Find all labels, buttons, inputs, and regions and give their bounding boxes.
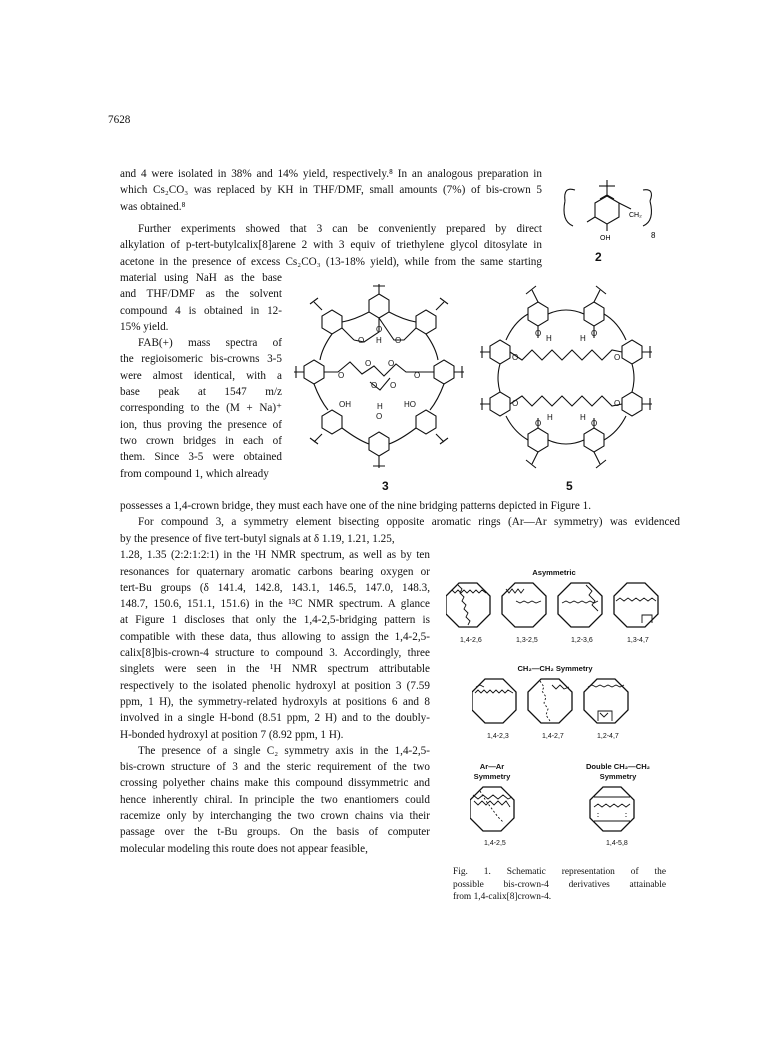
ch2-label: CH₂ — [629, 212, 642, 219]
oxygen-label: O — [388, 359, 395, 368]
text-line: FAB(+) mass spectra of — [138, 337, 282, 350]
text-line: involved in a single H-bond (8.51 ppm, 2 H) and to the doubly- — [120, 712, 430, 725]
text-line: acetone in the presence of excess Cs₂CO₃ (13-18% yield), while from the same starting — [120, 255, 542, 268]
text-line: bis-crown structure of 3 and the steric requirement of the two — [120, 761, 430, 774]
page-number: 7628 — [108, 114, 131, 126]
oxygen-label: O — [376, 412, 383, 421]
asym-label-4: 1,3-4,7 — [627, 637, 649, 644]
text-line: and THF/DMF as the solvent — [120, 288, 282, 301]
oxygen-label: O — [614, 353, 621, 362]
text-line: material using NaH as the base — [120, 272, 282, 284]
ch2-label-3: 1,2-4,7 — [597, 733, 619, 740]
oxygen-label: O — [614, 399, 621, 408]
double-title-line1: Double CH₂—CH₂ — [585, 762, 651, 771]
text-line: two crown bridges in each of — [120, 434, 282, 447]
oxygen-label: O — [365, 359, 372, 368]
text-line: For compound 3, a symmetry element bisecting opposite aromatic rings (Ar—Ar symmetry) was evidenced — [138, 516, 680, 529]
subscript-n: 8 — [651, 231, 656, 240]
caption-line: Fig. 1. Schematic representation of the — [453, 867, 666, 877]
ch2-label-2: 1,4-2,7 — [542, 733, 564, 740]
oxygen-label: O — [535, 329, 542, 338]
oxygen-label: O — [535, 419, 542, 428]
structure-3 — [292, 282, 467, 477]
asym-label-1: 1,4-2,6 — [460, 637, 482, 644]
text-line: tert-Bu groups (δ 141.4, 142.8, 143.1, 146.5, 147.0, 148.3, — [120, 581, 430, 594]
text-line: hence inherently chiral. In principle the two enantiomers could — [120, 793, 430, 806]
text-line: crossing polyether chains make this compound dissymmetric and — [120, 777, 430, 790]
asymmetric-title: Asymmetric — [532, 568, 576, 577]
oh-label: OH — [600, 235, 611, 242]
double-ch2-symmetry-title — [566, 762, 670, 782]
text-line: compound 4 is obtained in 12- — [120, 304, 282, 317]
text-line: singlets were seen in the ¹H NMR spectrum attributable — [120, 663, 430, 676]
text-line: the regioisomeric bis-crowns 3-5 — [120, 353, 282, 366]
oxygen-label: O — [390, 381, 397, 390]
hydrogen-label: H — [547, 413, 553, 422]
text-line: 15% yield. — [120, 320, 169, 333]
text-line: 148.7, 150.6, 151.1, 151.6) in the ¹³C NMR spectrum. A glance — [120, 598, 430, 611]
ch2-symmetry-diagrams — [472, 677, 642, 731]
text-line: passage over the t-Bu groups. On the basis of computer — [120, 826, 430, 839]
asym-label-2: 1,3-2,5 — [516, 637, 538, 644]
hydrogen-label: H — [580, 413, 586, 422]
text-line: calix[8]bis-crown-4 structure to compound 3. Accordingly, three — [120, 647, 430, 660]
text-line: base peak at 1547 m/z — [120, 386, 282, 399]
hydrogen-label: H — [376, 336, 382, 345]
oxygen-label: O — [512, 353, 519, 362]
compound-5-label: 5 — [566, 479, 573, 493]
arar-title-line2: Symmetry — [473, 772, 511, 781]
arar-symmetry-title — [456, 762, 528, 782]
oxygen-label: O — [376, 325, 383, 334]
text-line: respectively to the isolated phenolic hydroxyl at position 3 (7.59 — [120, 679, 430, 692]
hydrogen-label: H — [377, 402, 383, 411]
oxygen-label: O — [591, 419, 598, 428]
text-line: possesses a 1,4-crown bridge, they must each have one of the nine bridging patterns depicted in Figure 1. — [120, 500, 591, 512]
caption-line: possible bis-crown-4 derivatives attainable — [453, 879, 666, 890]
text-line: was obtained.⁸ — [120, 200, 186, 213]
text-line: H-bonded hydroxyl at position 7 (8.92 ppm, 1 H). — [120, 728, 344, 741]
ch2-label-1: 1,4-2,3 — [487, 733, 509, 740]
asymmetric-diagrams — [446, 581, 668, 635]
text-line: and 4 were isolated in 38% and 14% yield, respectively.⁸ In an analogous preparation in — [120, 168, 542, 180]
text-line: were almost identical, with a — [120, 369, 282, 382]
structure-5 — [476, 282, 666, 477]
arar-label: 1,4-2,5 — [484, 840, 506, 847]
oxygen-label: O — [395, 336, 402, 345]
hydrogen-label: H — [580, 334, 586, 343]
oxygen-label: O — [591, 329, 598, 338]
text-line: ion, thus proving the presence of — [120, 418, 282, 431]
paragraph-3-end — [120, 498, 680, 531]
paragraph-4 — [120, 531, 430, 857]
ho-label: HO — [404, 400, 416, 409]
double-title-line2: Symmetry — [599, 772, 637, 781]
compound-3-label: 3 — [382, 479, 389, 493]
text-line: molecular modeling this route does not appear feasible, — [120, 842, 368, 855]
paragraph-2 — [120, 221, 542, 270]
paragraph-1 — [120, 166, 542, 215]
text-line: Further experiments showed that 3 can be conveniently prepared by direct — [138, 223, 542, 235]
oxygen-label: O — [358, 336, 365, 345]
text-line: compatible with these data, thus allowing to assign the 1,4-2,5- — [120, 630, 430, 643]
text-line: at Figure 1 discloses that only the 1,4-2,5-bridging pattern is — [120, 614, 430, 627]
figure-caption — [453, 866, 666, 904]
paragraph-2-narrow — [120, 270, 282, 482]
text-line: by the presence of five tert-butyl signals at δ 1.19, 1.21, 1.25, — [120, 533, 395, 545]
caption-line: from 1,4-calix[8]crown-4. — [453, 892, 552, 902]
arar-title-line1: Ar—Ar — [479, 762, 505, 771]
arar-and-double-diagrams — [470, 785, 650, 839]
compound-2-label: 2 — [595, 250, 602, 264]
double-label: 1,4-5,8 — [606, 840, 628, 847]
asym-label-3: 1,2-3,6 — [571, 637, 593, 644]
hydrogen-label: H — [546, 334, 552, 343]
structure-2 — [555, 176, 665, 266]
text-line: which Cs₂CO₃ was replaced by KH in THF/DMF, small amounts (7%) of bis-crown 5 — [120, 184, 542, 197]
ch2-symmetry-title: CH₂—CH₂ Symmetry — [517, 664, 593, 673]
text-line: alkylation of p-tert-butylcalix[8]arene 2 with 3 equiv of triethylene glycol ditosylate in — [120, 239, 542, 252]
oxygen-label: O — [338, 371, 345, 380]
oh-label: OH — [339, 400, 351, 409]
text-line: 1.28, 1.35 (2:2:1:2:1) in the ¹H NMR spectrum, as well as by ten — [120, 549, 430, 562]
oxygen-label: O — [371, 381, 378, 390]
text-line: The presence of a single C₂ symmetry axis in the 1,4-2,5- — [138, 744, 430, 757]
oxygen-label: O — [512, 399, 519, 408]
oxygen-label: O — [414, 371, 421, 380]
text-line: resonances for quaternary aromatic carbons bearing oxygen or — [120, 565, 430, 578]
text-line: ppm, 1 H), the symmetry-related hydroxyls at positions 6 and 8 — [120, 695, 430, 708]
text-line: corresponding to the (M + Na)⁺ — [120, 402, 282, 415]
text-line: from compound 1, which already — [120, 467, 269, 480]
text-line: them. Since 3-5 were obtained — [120, 451, 282, 464]
text-line: racemize only by interchanging the two crown chains via their — [120, 810, 430, 823]
